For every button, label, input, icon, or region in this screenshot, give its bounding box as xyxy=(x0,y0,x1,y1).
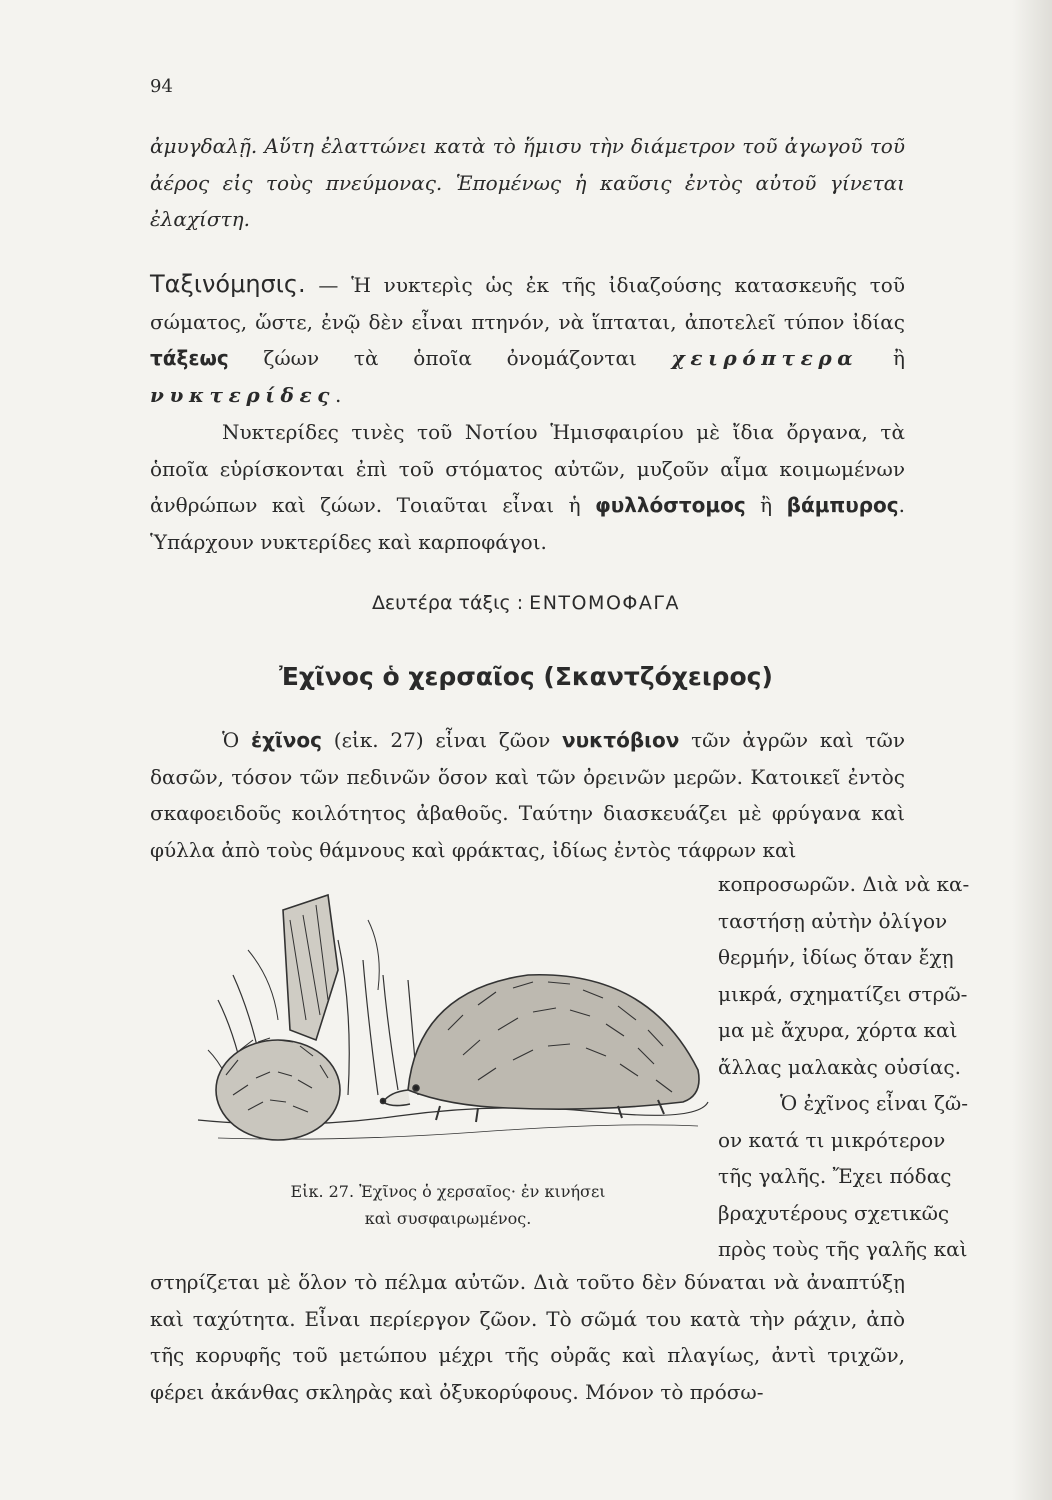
classification-end: . xyxy=(335,382,342,407)
right-line: Ὁ ἐχῖνος εἶναι ζῶ- xyxy=(780,1091,968,1115)
term-vampyros: βάμπυρος xyxy=(786,493,899,517)
bats-text-1: Νυκτερίδες τινὲς τοῦ Νοτίου Ἡμισφαιρίου μὲ ἴδια ὄργανα, τὰ ὁποῖα εὑρίσκονται ἐπὶ τοῦ στόματος αὐτῶν, μυζοῦν αἷμα κοιμωμένων ἀνθρώπων καὶ ζώων. Τοιαῦται εἶναι ἡ xyxy=(150,420,905,517)
paragraph-1: ἀμυγδαλῇ. Αὕτη ἐλαττώνει κατὰ τὸ ἥμισυ τὴν διάμετρον τοῦ ἀγωγοῦ τοῦ ἀέρος εἰς τοὺς πνεύμονας. Ἑπομένως ἡ καῦσις ἐντὸς αὐτοῦ γίνεται ἐλαχίστη. xyxy=(150,134,905,231)
paragraph-classification xyxy=(150,266,905,413)
term-cheiroptera: χειρόπτερα xyxy=(671,346,859,370)
bats-text-3: . Ὑπάρχουν νυκτερίδες καὶ καρποφάγοι. xyxy=(150,493,906,554)
order-name: ΕΝΤΟΜΟΦΑΓΑ xyxy=(529,592,681,614)
right-line: ταστήσῃ αὐτὴν ὀλίγον xyxy=(718,908,948,933)
classification-heading: Ταξινόμησις. xyxy=(150,270,306,298)
order-title xyxy=(0,592,1052,614)
paragraph-hedgehog xyxy=(150,722,905,868)
right-column-text xyxy=(718,866,1008,1268)
right-line: μικρά, σχηματίζει στρῶ- xyxy=(718,981,968,1006)
term-fyllostomos: φυλλόστομος xyxy=(595,493,746,517)
hedgehog-text-3: τῶν ἀγρῶν καὶ τῶν δασῶν, τόσον τῶν πεδινῶν ὅσον καὶ τῶν ὀρεινῶν μερῶν. Κατοικεῖ ἐντὸς σκαφοειδοῦς κοιλότητος ἀβαθοῦς. Ταύτην διασκευάζει μὲ φρύγανα καὶ φύλλα ἀπὸ τοὺς θάμνους καὶ φράκτας, ἰδίως ἐντὸς τάφρων καὶ xyxy=(150,728,905,862)
caption-line-1: Εἰκ. 27. Ἐχῖνος ὁ χερσαῖος· ἐν κινήσει xyxy=(290,1182,606,1201)
right-line: θερμήν, ἰδίως ὅταν ἔχῃ xyxy=(718,945,954,969)
term-nyktobion: νυκτόβιον xyxy=(562,728,680,752)
term-echinos: ἐχῖνος xyxy=(250,728,322,752)
section-heading: Ἐχῖνος ὁ χερσαῖος (Σκαντζόχειρος) xyxy=(279,662,773,691)
classification-text-3: ἢ xyxy=(858,346,905,370)
term-nykterides: νυκτερίδες xyxy=(150,382,336,407)
right-line: κοπροσωρῶν. Διὰ νὰ κα- xyxy=(718,872,970,896)
paragraph-bats xyxy=(150,414,905,560)
bats-text-2: ἢ xyxy=(745,493,787,517)
term-taxeos: τάξεως xyxy=(150,346,229,370)
classification-text-1: — Ἡ νυκτερὶς ὡς ἐκ τῆς ἰδιαζούσης κατασκευῆς τοῦ σώματος, ὥστε, ἐνῷ δὲν εἶναι πτηνόν, νὰ ἵπταται, ἀποτελεῖ τύπον ἰδίας xyxy=(150,273,905,334)
right-line: μα μὲ ἄχυρα, χόρτα καὶ xyxy=(718,1018,958,1042)
figure-caption xyxy=(178,1178,718,1232)
hedgehog-text-1: Ὁ xyxy=(222,728,251,752)
caption-line-2: καὶ συσφαιρωμένος. xyxy=(364,1209,532,1228)
right-line: πρὸς τοὺς τῆς γαλῆς καὶ xyxy=(718,1237,968,1261)
classification-text-2: ζώων τὰ ὁποῖα ὀνομάζονται xyxy=(228,346,672,370)
page-number: 94 xyxy=(150,76,173,97)
right-line: τῆς γαλῆς. Ἔχει πόδας xyxy=(718,1164,952,1188)
right-line: ον κατά τι μικρότερον xyxy=(718,1127,946,1152)
hedgehog-illustration-icon xyxy=(178,880,718,1170)
order-prefix: Δευτέρα τάξις : xyxy=(371,592,524,614)
hedgehog-text-2: (εἰκ. 27) εἶναι ζῶον xyxy=(322,728,562,752)
paragraph-hedgehog-continued: στηρίζεται μὲ ὅλον τὸ πέλμα αὐτῶν. Διὰ τοῦτο δὲν δύναται νὰ ἀναπτύξῃ καὶ ταχύτητα. Εἶναι περίεργον ζῶον. Τὸ σῶμά του κατὰ τὴν ράχιν, ἀπὸ τῆς κορυφῆς τοῦ μετώπου μέχρι τῆς οὐρᾶς καὶ πλαγίως, ἀντὶ τριχῶν, φέρει ἀκάνθας σκληρὰς καὶ ὀξυκορύφους. Μόνον τὸ πρόσω- xyxy=(150,1270,905,1404)
page-edge-shadow xyxy=(1012,0,1052,1500)
right-line: βραχυτέρους σχετικῶς xyxy=(718,1200,950,1225)
right-line: ἄλλας μαλακὰς οὐσίας. xyxy=(718,1054,961,1079)
